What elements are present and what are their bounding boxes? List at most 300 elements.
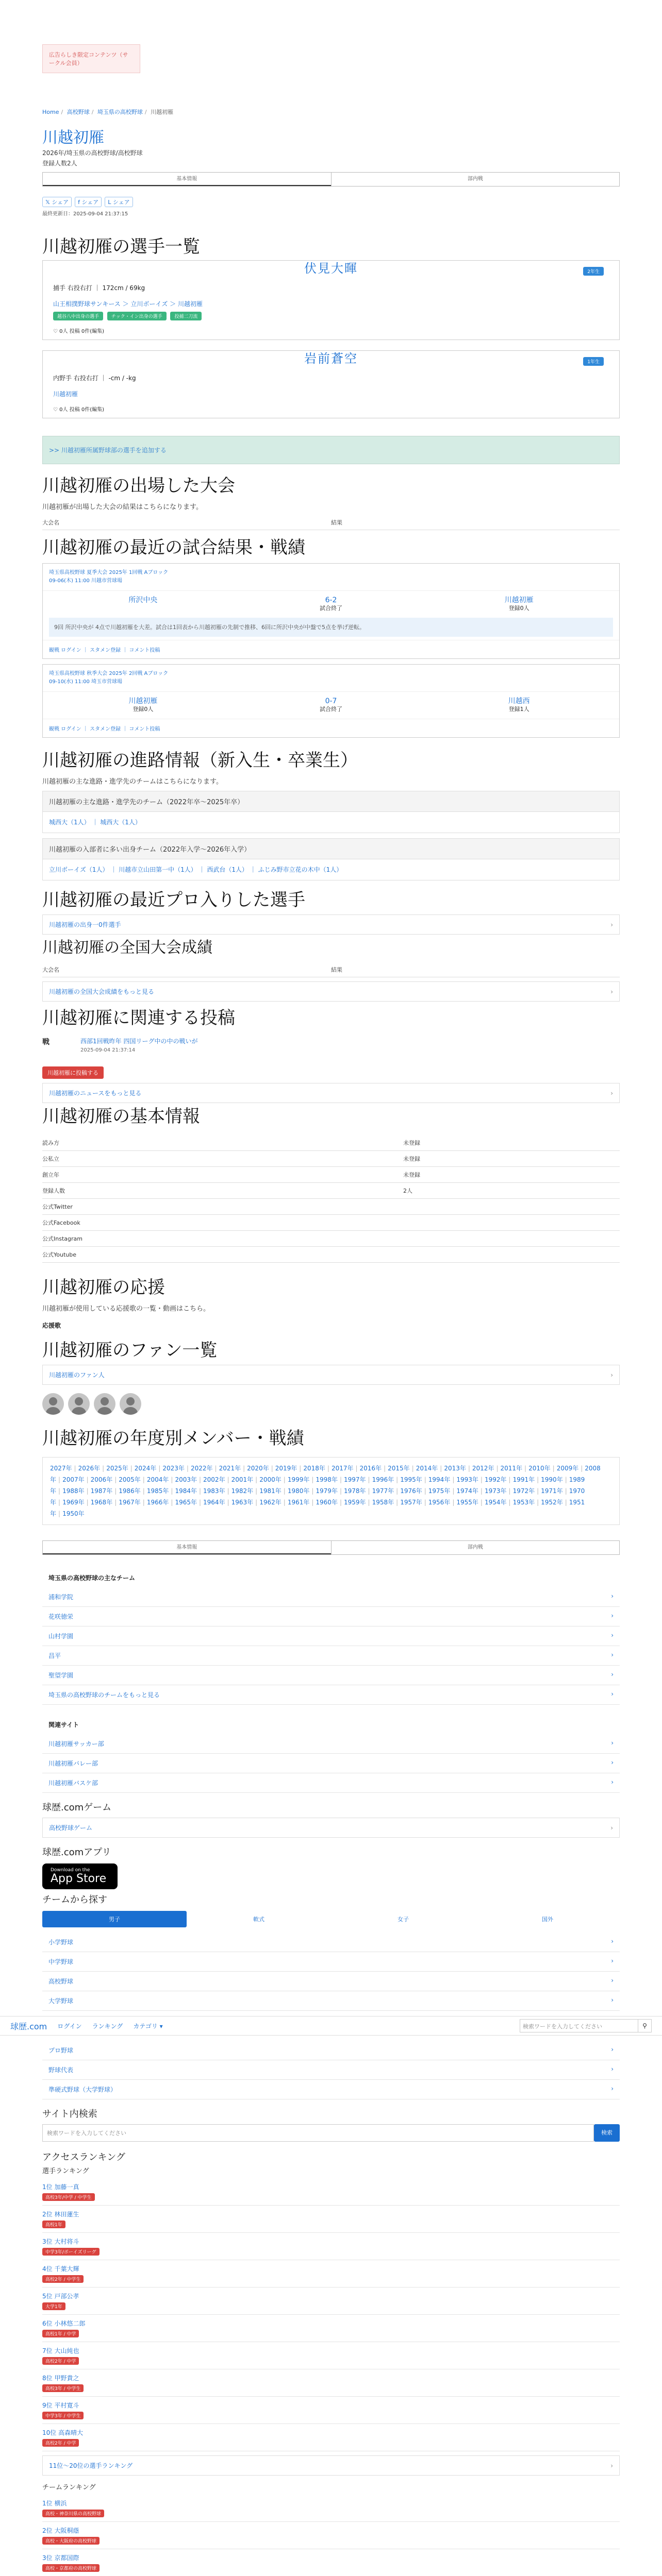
year-link[interactable]: 1958年 [372,1499,394,1506]
year-links [42,1457,620,1525]
list-item[interactable]: 準硬式野球（大学野球） › [42,2080,620,2099]
facebook-icon: f [78,199,82,206]
list-heading: 埼玉県の高校野球の主なチーム [48,1574,136,1582]
tab-basic[interactable]: 基本情報 [43,173,331,186]
year-link[interactable]: 1963年 [231,1499,254,1506]
app-title: 球歴.comアプリ [42,1847,111,1858]
ranking-item[interactable] [42,2397,620,2424]
team-right-count: 登録0人 [508,605,529,612]
chevron-right-icon: › [611,1996,614,2004]
avatar[interactable] [94,1393,115,1415]
year-link[interactable]: 1953年 [512,1499,535,1506]
year-link[interactable]: 2006年 [90,1476,113,1483]
separator: | [452,1487,455,1495]
game-header [43,564,619,591]
year-link[interactable]: 1955年 [456,1499,478,1506]
list-item[interactable]: 野球代表 › [42,2060,620,2080]
ranking-name[interactable]: 1位 横浜 [42,2500,67,2507]
ranking-item[interactable] [42,2178,620,2206]
game-tournament[interactable]: 埼玉県高校野球 夏季大会 2025年 1回戦 Aブロック [49,570,169,575]
chevron-right-icon: › [610,988,613,995]
year-link[interactable]: 1982年 [231,1487,254,1495]
list-item[interactable]: 川越初雁バスケ部 › [42,1773,620,1793]
year-link[interactable]: 1985年 [146,1487,169,1495]
section-support-title: 川越初雁の応援 [42,1277,165,1298]
separator: | [255,1476,258,1483]
separator: | [186,1465,189,1472]
post-date: 2025-09-04 21:37:14 [80,1047,136,1053]
info-row: 読み方 未登録 [42,1135,620,1151]
section-posts-title: 川越初雁に関連する投稿 [42,1008,235,1028]
year-link[interactable]: 1969年 [62,1499,85,1506]
year-link[interactable]: 1984年 [175,1487,197,1495]
year-link[interactable]: 2014年 [416,1465,438,1472]
player-likes[interactable]: ♡ 0人 投稿 0件(編集) [53,407,105,413]
breadcrumb: Home / 高校野球 / 埼玉県の高校野球 / 川越初雁 [42,109,174,115]
player-tag[interactable]: 投捕二刀流 [170,312,202,320]
year-link[interactable]: 1979年 [316,1487,338,1495]
ranking-item[interactable] [42,2315,620,2342]
path-box-body[interactable]: 城西大（1人） ｜ 城西大（1人） [49,819,141,826]
saitama-team-list [42,1568,620,1705]
year-link[interactable]: 1993年 [456,1476,478,1483]
path-box [42,838,620,880]
list-item[interactable]: 聖望学園 › [42,1666,620,1685]
avatar[interactable] [120,1393,141,1415]
year-link[interactable]: 1997年 [344,1476,366,1483]
year-link[interactable]: 1960年 [316,1499,338,1506]
info-row: 創立年 未登録 [42,1167,620,1183]
year-link[interactable]: 1957年 [400,1499,422,1506]
game-actions[interactable]: 観戦 ログイン ｜ スタメン登録 ｜ コメント投稿 [43,719,619,737]
site-logo[interactable]: 球歴.com [10,2021,47,2031]
ranking-badge: 高校1年 / 中学 [42,2330,79,2337]
year-link[interactable]: 1988年 [62,1487,85,1495]
search-icon[interactable]: ⚲ [638,2019,652,2032]
year-link[interactable]: 1972年 [512,1487,535,1495]
ranking-name[interactable]: 8位 甲野貴之 [42,2375,79,2382]
info-row: 公式Instagram [42,1231,620,1247]
game-title: 球歴.comゲーム [42,1802,112,1813]
year-link[interactable]: 1978年 [344,1487,366,1495]
year-link[interactable]: 2005年 [119,1476,141,1483]
ranking-item[interactable] [42,2549,620,2576]
info-row: 公私立 未登録 [42,1151,620,1167]
ranking-name[interactable]: 10位 高森晴大 [42,2429,84,2436]
ranking-name[interactable]: 7位 大山純也 [42,2347,79,2354]
app-store-badge[interactable]: Download on the App Store [42,1863,118,1889]
year-link[interactable]: 1990年 [541,1476,563,1483]
list-item[interactable]: 大学野球 › [42,1991,620,2011]
chevron-right-icon: › [610,1371,613,1379]
player-card[interactable] [42,350,620,418]
list-item[interactable]: 小学野球 › [42,1933,620,1952]
year-link[interactable]: 1950年 [62,1510,85,1517]
twitter-icon: 𝕏 [45,199,52,206]
player-ranking-list [42,2178,620,2451]
content-wrap [10,44,647,2576]
year-link[interactable]: 2017年 [331,1465,354,1472]
team-right-count: 登録1人 [508,706,529,713]
nav-login[interactable]: ログイン [57,2022,82,2030]
year-link[interactable]: 1996年 [372,1476,394,1483]
year-link[interactable]: 1956年 [428,1499,451,1506]
game-status: 試合終了 [320,605,342,612]
chevron-right-icon: › [611,1977,614,1984]
separator: | [368,1499,370,1506]
chevron-right-icon: › [611,1671,614,1678]
separator: | [480,1499,483,1506]
year-link[interactable]: 2011年 [500,1465,523,1472]
list-item[interactable]: 山村学園 › [42,1626,620,1646]
game-date: 09-10(水) 11:00 埼玉市営球場 [49,679,123,685]
year-link[interactable]: 2013年 [444,1465,466,1472]
post-item[interactable] [42,1037,620,1055]
chevron-right-icon: › [611,1651,614,1658]
separator: | [198,1487,202,1495]
year-link[interactable]: 1991年 [512,1476,535,1483]
year-link[interactable]: 1961年 [287,1499,310,1506]
year-link[interactable]: 1966年 [146,1499,169,1506]
player-tag[interactable]: 越谷八中出身の選手 [53,312,103,320]
separator: | [384,1465,386,1472]
year-link[interactable]: 2004年 [146,1476,169,1483]
separator: | [537,1499,539,1506]
breadcrumb-highschool[interactable]: 高校野球 [67,109,90,115]
tab-internal[interactable]: 部内戦 [331,1541,620,1554]
year-link[interactable]: 2010年 [528,1465,551,1472]
ranking-item[interactable] [42,2369,620,2397]
player-name[interactable]: 岩前蒼空 [304,351,358,366]
separator: | [565,1499,567,1506]
year-link[interactable]: 2022年 [190,1465,213,1472]
separator: | [283,1476,286,1483]
year-link[interactable]: 2002年 [203,1476,225,1483]
year-link[interactable]: 2008年 [50,1465,601,1483]
year-link[interactable]: 1954年 [484,1499,507,1506]
chevron-right-icon: › [611,1759,614,1766]
list-item[interactable]: 川越初雁サッカー部 › [42,1734,620,1754]
breadcrumb-home[interactable]: Home [42,109,59,115]
separator: | [243,1465,245,1472]
national-table-header [42,965,620,977]
year-link[interactable]: 1975年 [428,1487,451,1495]
site-search-title: サイト内検索 [42,2109,97,2120]
separator: | [396,1476,399,1483]
year-link[interactable]: 1981年 [259,1487,282,1495]
path-box-title: 川越初雁の入部者に多い出身チーム（2022年入学〜2026年入学） [43,839,619,859]
restricted-notice[interactable]: 広告らしき限定コンテンツ（サークル会員） [42,44,140,73]
year-link[interactable]: 2020年 [247,1465,269,1472]
separator: | [58,1499,61,1506]
fans-link[interactable]: 川越初雁のファン人 › [42,1365,620,1385]
year-link[interactable]: 2007年 [62,1476,85,1483]
separator: | [480,1476,483,1483]
year-link[interactable]: 1983年 [203,1487,225,1495]
section-national-title: 川越初雁の全国大会成績 [42,939,212,957]
chevron-right-icon: › [610,1089,613,1097]
separator: | [142,1476,145,1483]
player-history[interactable]: 山王相撲野球サンキース ＞ 立川ボーイズ ＞ 川越初雁 [53,300,203,308]
player-history[interactable]: 川越初雁 [53,391,78,398]
footer [10,1800,647,2576]
year-link[interactable]: 1964年 [203,1499,225,1506]
list-item[interactable]: 中学野球 › [42,1952,620,1972]
section-path-title: 川越初雁の進路情報（新入生・卒業生） [42,750,358,771]
post-title[interactable]: 西部1回戦昨年 四国リーグ中の中の戦いが [80,1038,198,1045]
info-row: 公式Facebook [42,1215,620,1231]
share-line-button[interactable]: L シェア [105,197,133,207]
site-search-button[interactable]: 検索 [594,2124,620,2142]
ranking-item[interactable] [42,2495,620,2522]
tab-internal[interactable]: 部内戦 [331,173,620,186]
year-link[interactable]: 2024年 [134,1465,157,1472]
year-link[interactable]: 2009年 [556,1465,579,1472]
year-link[interactable]: 1992年 [484,1476,507,1483]
separator: | [368,1487,370,1495]
year-link[interactable]: 1989年 [50,1476,585,1495]
game-score[interactable]: 0-7 [325,697,337,705]
year-link[interactable]: 1995年 [400,1476,422,1483]
team-right[interactable]: 川越初雁 [504,596,534,604]
ranking-item[interactable] [42,2260,620,2287]
separator: | [58,1487,61,1495]
team-category-list [42,1933,620,2011]
separator: | [508,1499,511,1506]
grade-badge: 2年生 [583,267,604,276]
path-desc: 川越初雁の主な進路・進学先のチームはこちらになります。 [42,778,223,786]
breadcrumb-saitama[interactable]: 埼玉県の高校野球 [97,109,143,115]
separator: | [496,1465,499,1472]
year-link[interactable]: 2019年 [275,1465,297,1472]
year-link[interactable]: 1965年 [175,1499,197,1506]
nav-category[interactable]: カテゴリ ▾ [133,2022,163,2030]
player-profile: 内野手 右投右打 ｜ -cm / -kg [53,375,136,382]
separator: | [311,1487,314,1495]
support-desc: 川越初雁が使用している応援歌の一覧・動画はこちら。 [42,1305,210,1313]
ranking-badge: 高校3年 / 中学生 [42,2384,84,2392]
game-actions[interactable]: 観戦 ログイン ｜ スタメン登録 ｜ コメント投稿 [43,640,619,658]
ranking-name[interactable]: 2位 大阪桐蔭 [42,2527,79,2534]
col-result: 結果 [331,519,342,526]
ranking-item[interactable] [42,2342,620,2369]
ranking-badge: 高校・神奈川県の高校野球 [42,2510,104,2517]
avatar[interactable] [42,1393,64,1415]
tab-men[interactable]: 男子 [42,1911,187,1927]
section-yearly-title: 川越初雁の年度別メンバー・戦績 [42,1428,304,1449]
game-score[interactable]: 6-2 [325,596,337,604]
national-more-link[interactable]: 川越初雁の全国大会成績をもっと見る › [42,981,620,1002]
list-item[interactable]: プロ野球 › [42,2041,620,2060]
ranking-item[interactable] [42,2206,620,2233]
year-link[interactable]: 1973年 [484,1487,507,1495]
separator: | [227,1499,229,1506]
team-ranking-title: チームランキング [42,2484,96,2492]
year-link[interactable]: 1962年 [259,1499,282,1506]
share-facebook-button[interactable]: f シェア [75,197,102,207]
chevron-right-icon: › [611,1690,614,1698]
separator: | [524,1465,527,1472]
last-updated: 最終更新日：2025-09-04 21:37:15 [42,211,128,217]
section-pro-title: 川越初雁の最近プロ入りした選手 [42,890,305,910]
separator: | [171,1476,173,1483]
separator: | [424,1487,426,1495]
separator: | [283,1487,286,1495]
add-player-link[interactable]: >> 川越初雁所属野球部の選手を追加する [42,436,620,464]
year-link[interactable]: 2000年 [259,1476,282,1483]
year-link[interactable]: 1974年 [456,1487,478,1495]
list-heading: 関連サイト [48,1721,79,1728]
game-tournament[interactable]: 埼玉県高校野球 秋季大会 2025年 2回戦 Aブロック [49,671,169,676]
site-search [42,2124,620,2142]
separator: | [565,1476,567,1483]
nav-ranking[interactable]: ランキング [92,2022,123,2030]
year-link[interactable]: 2021年 [219,1465,241,1472]
player-tag[interactable]: チック・イン出身の選手 [107,312,167,320]
tab-overseas[interactable]: 国外 [542,1916,553,1923]
share-twitter-button[interactable]: 𝕏 シェア [42,197,72,207]
tournament-table-header [42,518,620,530]
team-category-tabs [42,1911,620,1927]
year-link[interactable]: 1970年 [50,1487,585,1506]
year-link[interactable]: 2026年 [78,1465,101,1472]
separator: | [255,1499,258,1506]
year-link[interactable]: 2003年 [175,1476,197,1483]
news-more-link[interactable]: 川越初雁のニュースをもっと見る › [42,1083,620,1103]
ranking-item[interactable] [42,2287,620,2315]
player-ranking-title: 選手ランキング [42,2167,89,2175]
team-left[interactable]: 川越初雁 [128,697,158,705]
year-link[interactable]: 1977年 [372,1487,394,1495]
ranking-name[interactable]: 5位 戸部公孝 [42,2293,79,2300]
year-link[interactable]: 1976年 [400,1487,422,1495]
year-link[interactable]: 1951年 [50,1499,585,1517]
year-link[interactable]: 1959年 [344,1499,366,1506]
ranking-badge: 高校・大阪府の高校野球 [42,2537,100,2545]
team-left[interactable]: 所沢中央 [128,596,158,604]
ranking-item[interactable] [42,2522,620,2549]
list-item[interactable]: 浦和学院 › [42,1587,620,1607]
separator: | [508,1476,511,1483]
ranking-item[interactable] [42,2424,620,2451]
ranking-name[interactable]: 1位 加藤一真 [42,2183,79,2191]
separator: | [86,1487,89,1495]
post-button[interactable]: 川越初雁に投稿する [42,1066,104,1079]
separator: | [440,1465,442,1472]
year-link[interactable]: 1971年 [541,1487,563,1495]
separator: | [452,1499,455,1506]
separator: | [86,1499,89,1506]
separator: | [114,1499,117,1506]
section-tournaments-title: 川越初雁の出場した大会 [42,476,235,496]
year-link[interactable]: 2018年 [303,1465,325,1472]
year-link[interactable]: 1980年 [287,1487,310,1495]
separator: | [102,1465,105,1472]
path-box-title: 川越初雁の主な進路・進学先のチーム（2022年卒〜2025年卒） [43,791,619,812]
ranking-badge: 高校3年/中学 / 中学生 [42,2193,95,2201]
year-link[interactable]: 1994年 [428,1476,451,1483]
year-link[interactable]: 1967年 [119,1499,141,1506]
player-ranking-more[interactable]: 11位〜20位の選手ランキング › [42,2455,620,2476]
player-likes[interactable]: ♡ 0人 投稿 0件(編集) [53,329,105,334]
tab-basic[interactable]: 基本情報 [43,1541,331,1554]
team-title: 川越初雁 [42,129,104,147]
related-site-list [42,1715,620,1793]
separator: | [581,1465,583,1472]
game-card[interactable] [42,563,620,659]
separator: | [468,1465,470,1472]
list-item[interactable]: 埼玉県の高校野球のチームをもっと見る › [42,1685,620,1705]
ranking-name[interactable]: 2位 林田蓮生 [42,2211,79,2218]
player-profile: 捕手 右投右打 ｜ 172cm / 69kg [53,284,145,292]
path-box-body[interactable]: 立川ボーイズ（1人） ｜ 川越市立山田第一中（1人） ｜ 西武台（1人） ｜ ふじみ野市立花の木中（1人） [49,866,343,873]
list-item[interactable]: 昌平 › [42,1646,620,1666]
ranking-name[interactable]: 3位 大村将斗 [42,2238,79,2245]
player-card[interactable] [42,260,620,340]
list-item[interactable]: 花咲徳栄 › [42,1607,620,1626]
game-link[interactable]: 高校野球ゲーム › [42,1818,620,1838]
year-link[interactable]: 2025年 [106,1465,128,1472]
more-category-list [42,2041,620,2099]
year-link[interactable]: 2016年 [359,1465,382,1472]
ranking-name[interactable]: 4位 千葉大輝 [42,2265,79,2273]
ranking-badge: 高校2年 / 中学生 [42,2275,84,2283]
year-link[interactable]: 1986年 [119,1487,141,1495]
game-card[interactable] [42,664,620,738]
chevron-right-icon: › [610,1824,613,1832]
separator: | [396,1499,399,1506]
ranking-item[interactable] [42,2233,620,2260]
chevron-right-icon: › [611,1739,614,1747]
team-right[interactable]: 川越西 [508,697,530,705]
separator: | [311,1476,314,1483]
year-link[interactable]: 1998年 [316,1476,338,1483]
separator: | [158,1465,161,1472]
year-link[interactable]: 2001年 [231,1476,254,1483]
separator: | [58,1510,61,1517]
separator: | [339,1499,342,1506]
player-name[interactable]: 伏見大暉 [304,261,358,276]
list-item[interactable]: 高校野球 › [42,1972,620,1991]
year-link[interactable]: 1999年 [287,1476,310,1483]
list-item[interactable]: 川越初雁バレー部 › [42,1754,620,1773]
chevron-right-icon: › [611,1957,614,1964]
separator: | [355,1465,358,1472]
ranking-name[interactable]: 6位 小林悠二郎 [42,2320,86,2327]
header-search-input[interactable]: 検索ワードを入力してください [520,2019,638,2032]
scoreboard [43,692,619,719]
year-link[interactable]: 2015年 [388,1465,410,1472]
pro-link[interactable]: 川越初雁の出身一0件選手 › [42,914,620,935]
year-link[interactable]: 1952年 [541,1499,563,1506]
ranking-name[interactable]: 9位 平村寛斗 [42,2402,79,2409]
ranking-name[interactable]: 3位 京都国際 [42,2554,79,2562]
site-search-input[interactable]: 検索ワードを入力してください [42,2124,594,2142]
avatar[interactable] [68,1393,90,1415]
separator: | [198,1476,202,1483]
year-link[interactable]: 2027年 [50,1465,72,1472]
heart-icon: ♡ [53,329,60,334]
year-link[interactable]: 2023年 [162,1465,185,1472]
year-link[interactable]: 1987年 [90,1487,113,1495]
section-basic-title: 川越初雁の基本情報 [42,1106,200,1127]
year-link[interactable]: 2012年 [472,1465,494,1472]
chevron-right-icon: › [611,1632,614,1639]
tab-women[interactable]: 女子 [398,1916,409,1923]
tab-soft[interactable]: 軟式 [253,1916,264,1923]
separator: | [424,1499,426,1506]
year-link[interactable]: 1968年 [90,1499,113,1506]
